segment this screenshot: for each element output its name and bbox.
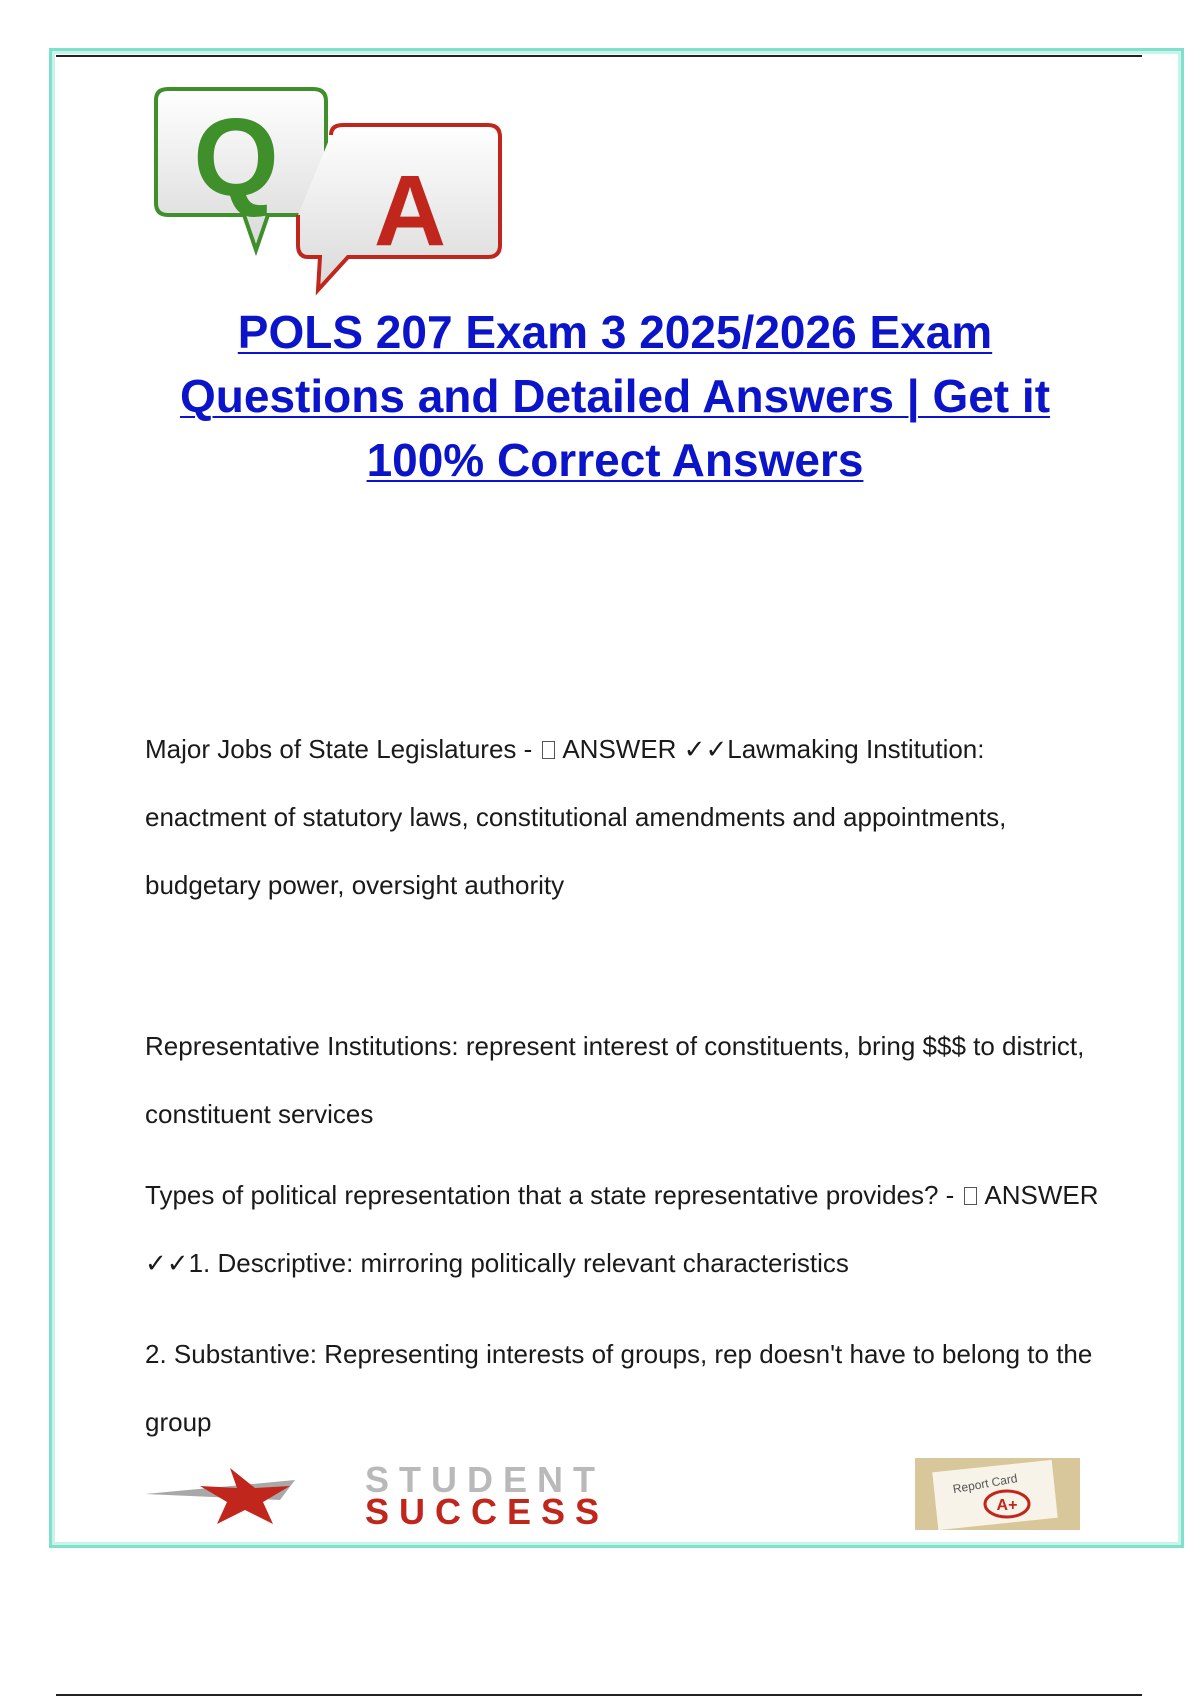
answer-1-text: Lawmaking Institution: enactment of statutory laws, constitutional amendments and appointments, budgetary power, oversight authority (145, 734, 1007, 900)
star-swoosh-icon (145, 1468, 295, 1524)
document-title[interactable]: POLS 207 Exam 3 2025/2026 Exam Questions and Detailed Answers | Get it 100% Correct Answers (179, 306, 1051, 486)
answer-2-continuation: 2. Substantive: Representing interests of groups, rep doesn't have to belong to the group (145, 1339, 1093, 1437)
question-block-1 (145, 715, 1105, 919)
missing-glyph-icon (964, 1187, 977, 1205)
student-success-banner (145, 1458, 1080, 1530)
answer-1-continuation: Representative Institutions: represent interest of constituents, bring $$$ to district, constituent services (145, 1031, 1085, 1129)
bottom-rule (56, 1694, 1142, 1696)
a-letter: A (373, 155, 447, 267)
answer-1-marker: ANSWER ✓✓ (562, 734, 728, 764)
question-block-2 (145, 1161, 1105, 1297)
report-card-label: Report Card (951, 1471, 1019, 1497)
grade-label: A+ (996, 1497, 1018, 1514)
answer-2-text: 1. Descriptive: mirroring politically relevant characteristics (188, 1248, 849, 1278)
report-card-icon (915, 1458, 1080, 1530)
brand-line-student: STUDENT (365, 1459, 605, 1500)
q-letter: Q (193, 96, 279, 219)
answer-2-marker: ANSWER ✓✓ (145, 1180, 1099, 1278)
question-1-text: Major Jobs of State Legislatures - (145, 734, 540, 764)
missing-glyph-icon (542, 741, 555, 759)
top-rule (56, 55, 1142, 57)
question-2-text: Types of political representation that a state representative provides? - (145, 1180, 962, 1210)
brand-line-success: SUCCESS (365, 1491, 610, 1530)
qa-logo (148, 85, 508, 300)
